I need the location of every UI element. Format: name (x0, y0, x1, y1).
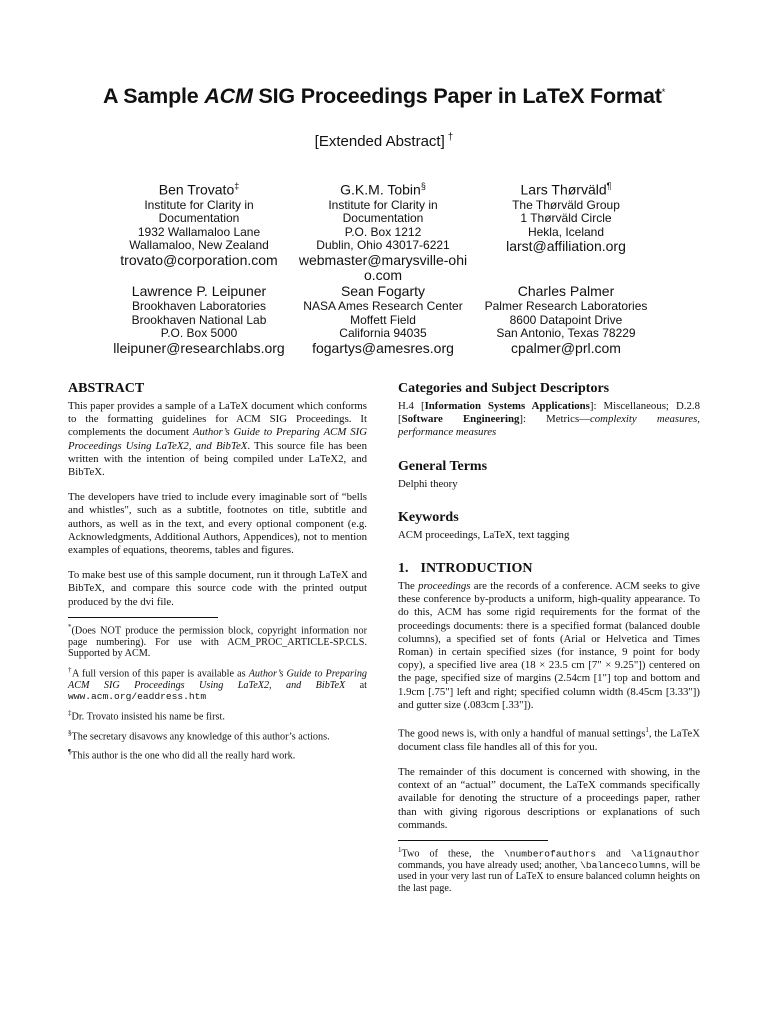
author-email: fogartys@amesres.org (312, 339, 454, 356)
author-email: webmaster@marysville-ohio.com (298, 251, 468, 283)
right-column (398, 380, 700, 899)
abstract-paragraph-3: To make best use of this sample document, run it through LaTeX and BibTeX, and compare this source code with the printed output produced by the dvi file. (68, 569, 367, 608)
footnote: §The secretary disavows any knowledge of this author’s actions. (68, 728, 330, 742)
footnote-rule (68, 617, 218, 618)
categories-text: H.4 [Information Systems Applications]: Miscellaneous; D.2.8 [Software Engineering]: Metrics—complexity measures, performance measures (398, 400, 700, 439)
author-name: Lawrence P. Leipuner (131, 283, 267, 299)
author-email: trovato@corporation.com (120, 251, 278, 268)
footnote: $^1$Two of these, the \numberofauthors and \alignauthor commands, you have already used; another, \balancecolumns, will be used in your very last run of LaTeX to ensure balanced column heights on the last page. (398, 846, 700, 894)
footnote: ¶This author is the one who did all the really hard work. (68, 748, 296, 762)
general-terms-heading: General Terms (398, 458, 488, 474)
author-affiliation: Brookhaven Laboratories Brookhaven National Lab P.O. Box 5000 (131, 299, 267, 340)
title-footnote-mark: * (661, 86, 666, 97)
author-email: cpalmer@prl.com (511, 339, 621, 356)
author-affiliation: Institute for Clarity in Documentation P.O. Box 1212 Dublin, Ohio 43017-6221 (316, 197, 450, 253)
categories-heading: Categories and Subject Descriptors (398, 381, 610, 396)
author-block-6 (466, 283, 666, 356)
footnote: †A full version of this paper is available as Author’s Guide to Preparing ACM SIG Proceedings Using LaTeX2, and BibTeX at www.acm.org/eaddress.htm (68, 665, 368, 703)
author-name: G.K.M. Tobin§ (340, 181, 426, 198)
general-terms-text: Delphi theory (398, 477, 458, 490)
author-block-4 (99, 283, 299, 356)
keywords-text: ACM proceedings, LaTeX, text tagging (398, 528, 570, 541)
author-block-1 (99, 178, 299, 268)
author-email: larst@affiliation.org (506, 238, 626, 255)
author-block-3 (466, 178, 666, 254)
left-column (68, 380, 367, 767)
author-name: Ben Trovato‡ (158, 181, 240, 198)
author-email: lleipuner@researchlabs.org (113, 339, 285, 356)
author-block-5 (283, 283, 483, 356)
introduction-paragraph-2: The good news is, with only a handful of manual settings$^1$, the LaTeX document class file handles all of this for you. (398, 726, 700, 753)
introduction-heading: 1. INTRODUCTION (398, 561, 533, 577)
subtitle-footnote-mark: † (447, 132, 454, 143)
footnote-rule (398, 840, 548, 841)
footnote-url[interactable]: www.acm.org/eaddress.htm (68, 691, 207, 703)
abstract-paragraph-1: This paper provides a sample of a LaTeX document which conforms to the formatting guidelines for ACM SIG Proceedings. It complements the document Author’s Guide to Preparing ACM SIG Proceedings Using LaTeX2, and BibTeX. This source file has been written with the intention of being compiled under LaTeX2, and BibTeX. (68, 400, 368, 479)
footnote: *(Does NOT produce the permission block, copyright information nor page numbering). For use with ACM_PROC_ARTICLE-SP.CLS. Supported by ACM. (68, 622, 367, 660)
paper-title: A Sample ACM SIG Proceedings Paper in LaTeX Format* (102, 84, 666, 108)
footnote: ‡Dr. Trovato insisted his name be first. (68, 708, 225, 723)
author-name: Lars Thørväld¶ (520, 181, 612, 198)
introduction-paragraph-1: The proceedings are the records of a conference. ACM seeks to give these conference by-products a uniform, high-quality appearance. To do this, ACM has some rigid requirements for the format of the proceedings documents: there is a specified format (balanced double columns), a specified set of fonts (Arial or Helvetica and Times Roman) in certain specified sizes (for instance, 9 point for body copy), a specified live area (18 × 23.5 cm [7" × 9.25"]) centered on the page, specified size of margins (2.54cm [1"] top and bottom and 1.9cm [.75"] left and right; specified column width (8.45cm [3.33"]) and gutter size (.083cm [.33"]). (398, 580, 700, 711)
author-name: Charles Palmer (517, 283, 615, 299)
keywords-heading: Keywords (398, 509, 459, 525)
abstract-heading: ABSTRACT (68, 381, 145, 396)
author-affiliation: Palmer Research Laboratories 8600 Datapoint Drive San Antonio, Texas 78229 (484, 299, 648, 340)
introduction-paragraph-3: The remainder of this document is concerned with showing, in the context of an “actual” document, the LaTeX commands specifically available for denoting the structure of a proceedings paper, rather than with giving rigorous descriptions or explanations of such commands. (398, 766, 700, 831)
author-affiliation: NASA Ames Research Center Moffett Field California 94035 (303, 299, 463, 340)
author-name: Sean Fogarty (340, 283, 426, 299)
author-affiliation: The Thørväld Group 1 Thørväld Circle Hekla, Iceland (512, 197, 620, 239)
paper-subtitle: [Extended Abstract] † (314, 132, 454, 150)
author-affiliation: Institute for Clarity in Documentation 1932 Wallamaloo Lane Wallamaloo, New Zealand (129, 197, 269, 253)
abstract-paragraph-2: The developers have tried to include every imaginable sort of “bells and whistles", such as a subtitle, footnotes on title, subtitle and authors, as well as in the text, and every optional component (e.g. Acknowledgments, Additional Authors, Appendices), not to mention examples of equations, theorems, tables and figures. (68, 491, 367, 557)
author-block-2 (283, 178, 483, 283)
